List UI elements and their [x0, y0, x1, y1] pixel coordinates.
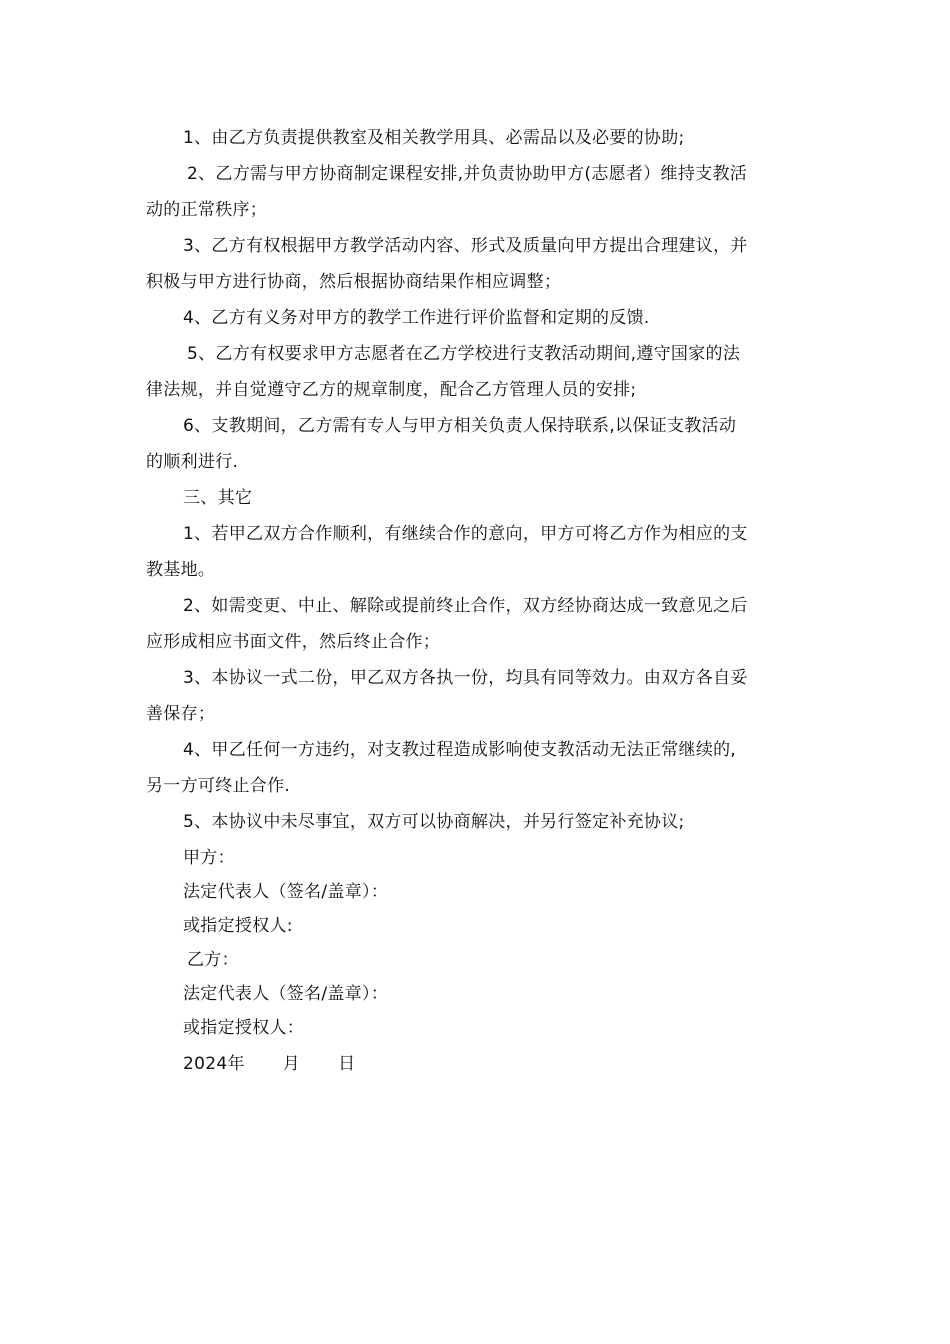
clause-c-2-line-1: 2、如需变更、中止、解除或提前终止合作，双方经协商达成一致意见之后 — [183, 596, 748, 616]
party-b-authorized-label: 或指定授权人： — [183, 1018, 305, 1038]
section-heading-other: 三、其它 — [183, 488, 253, 508]
clause-c-3-line-2: 善保存； — [146, 704, 216, 724]
date-year: 2024年 — [183, 1054, 245, 1074]
clause-b-5-line-1: 5、乙方有权要求甲方志愿者在乙方学校进行支教活动期间,遵守国家的法 — [187, 344, 741, 364]
party-a-label: 甲方： — [183, 848, 235, 868]
clause-b-4-line-1: 4、乙方有义务对甲方的教学工作进行评价监督和定期的反馈. — [183, 308, 650, 328]
date-day: 日 — [338, 1054, 356, 1074]
clause-b-2-line-2: 动的正常秩序； — [146, 200, 268, 220]
clause-c-1-line-1: 1、若甲乙双方合作顺利，有继续合作的意向，甲方可将乙方作为相应的支 — [183, 524, 748, 544]
clause-c-4-line-2: 另一方可终止合作. — [146, 776, 291, 796]
party-b-label: 乙方： — [187, 950, 239, 970]
clause-c-3-line-1: 3、本协议一式二份，甲乙双方各执一份，均具有同等效力。由双方各自妥 — [183, 668, 748, 688]
party-b-representative-label: 法定代表人（签名/盖章）： — [183, 984, 389, 1004]
clause-b-1-line-1: 1、由乙方负责提供教室及相关教学用具、必需品以及必要的协助; — [183, 128, 685, 148]
clause-b-3-line-1: 3、乙方有权根据甲方教学活动内容、形式及质量向甲方提出合理建议，并 — [183, 236, 748, 256]
clause-b-2-line-1: 2、乙方需与甲方协商制定课程安排,并负责协助甲方(志愿者）维持支教活 — [187, 164, 748, 184]
clause-b-3-line-2: 积极与甲方进行协商，然后根据协商结果作相应调整； — [146, 272, 562, 292]
clause-c-5-line-1: 5、本协议中未尽事宜，双方可以协商解决，并另行签定补充协议; — [183, 812, 685, 832]
clause-c-1-line-2: 教基地。 — [146, 560, 216, 580]
clause-c-2-line-2: 应形成相应书面文件，然后终止合作； — [146, 632, 441, 652]
date-month: 月 — [282, 1054, 301, 1074]
clause-b-6-line-1: 6、支教期间，乙方需有专人与甲方相关负责人保持联系,以保证支教活动 — [183, 416, 737, 436]
clause-b-5-line-2: 律法规，并自觉遵守乙方的规章制度，配合乙方管理人员的安排; — [146, 380, 637, 400]
clause-c-4-line-1: 4、甲乙任何一方违约，对支教过程造成影响使支教活动无法正常继续的, — [183, 740, 737, 760]
party-a-representative-label: 法定代表人（签名/盖章）： — [183, 882, 389, 902]
signing-date — [183, 1052, 355, 1076]
party-a-authorized-label: 或指定授权人: — [183, 916, 293, 936]
clause-b-6-line-2: 的顺利进行. — [146, 452, 239, 472]
